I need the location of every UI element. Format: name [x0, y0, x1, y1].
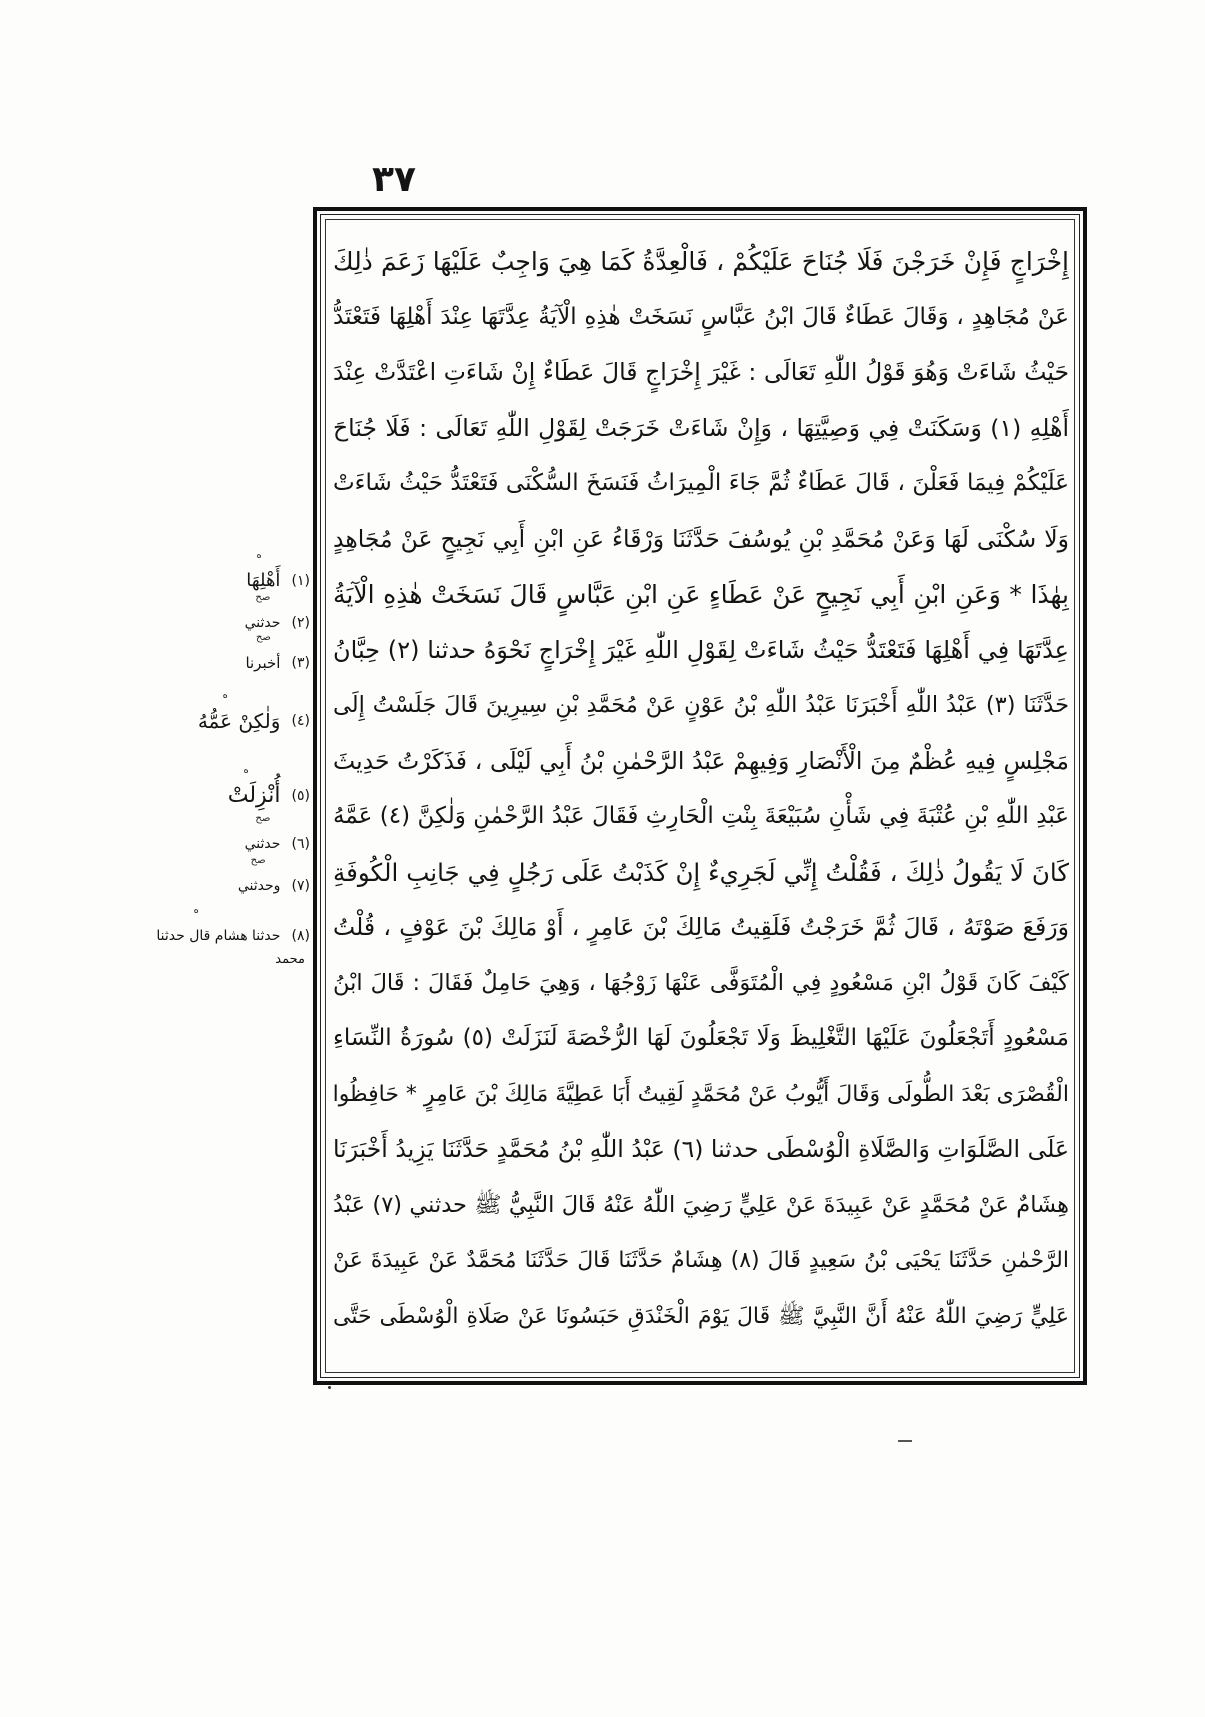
- note-text-wrap: [244, 812, 281, 858]
- body-line: الرَّحْمٰنِ حَدَّثَنَا يَحْيَى بْنُ سَعِيدٍ قَالَ (٨) هِشَامٌ حَدَّثَنَا قَالَ حَدَّثَنَا مُحَمَّدٌ عَنْ عَبِيدَةَ عَنْ: [333, 1248, 1069, 1273]
- body-line: عَبْدِ اللّٰهِ بْنِ عُتْبَةَ فِي شَأْنِ سُبَيْعَةَ بِنْتِ الْحَارِثِ فَقَالَ عَبْدُ الرَّحْمٰنِ وَلٰكِنَّ (٤) عَمَّهُ: [333, 803, 1069, 829]
- note-mark: ه: [243, 764, 249, 776]
- note-text: حدثنا هشام قال حدثنا: [156, 927, 281, 944]
- note-text-wrap: [156, 904, 281, 950]
- note-number: (٣): [291, 654, 310, 671]
- margin-note: [244, 591, 310, 636]
- note-text-wrap: [246, 549, 281, 595]
- body-line: إِخْرَاجٍ فَإِنْ خَرَجْنَ فَلَا جُنَاحَ عَلَيْكُمْ ، فَالْعِدَّةُ كَمَا هِيَ وَاجِبٌ عَلَيْهَا زَعَمَ ذٰلِكَ: [333, 247, 1069, 276]
- body-line: كَانَ لَا يَقُولُ ذٰلِكَ ، فَقُلْتُ إِنِّي لَجَرِيءٌ إِنْ كَذَبْتُ عَلَى رَجُلٍ فِي جَانِبِ الْكُوفَةِ: [333, 857, 1069, 887]
- body-line: عِدَّتَهَا فِي أَهْلِهَا فَتَعْتَدُّ حَيْثُ شَاءَتْ لِقَوْلِ اللّٰهِ غَيْرَ إِخْرَاجٍ نَحْوَهُ حدثنا (٢) حِبَّانُ: [333, 635, 1069, 664]
- body-line: عَنْ مُجَاهِدٍ ، وَقَالَ عَطَاءٌ قَالَ ابْنُ عَبَّاسٍ نَسَخَتْ هٰذِهِ الْآيَةُ عِدَّتَهَا عِنْدَ أَهْلِهَا فَتَعْتَدُّ: [333, 303, 1069, 330]
- margin-note: [244, 812, 310, 857]
- margin-note: [245, 631, 310, 676]
- note-mark: ه: [222, 689, 228, 701]
- scan-dash-mark: [898, 1440, 912, 1442]
- body-line: حَيْثُ شَاءَتْ وَهُوَ قَوْلُ اللّٰهِ تَعَالَى : غَيْرَ إِخْرَاجٍ قَالَ عَطَاءٌ إِنْ شَاءَتِ اعْتَدَّتْ عِنْدَ: [333, 358, 1069, 386]
- note-mark: صح: [255, 631, 271, 643]
- note-mark: صح: [255, 591, 271, 603]
- note-text-wrap: [245, 631, 281, 677]
- margin-note: [156, 904, 310, 949]
- note-text: أخبرنا: [245, 653, 281, 672]
- margin-note: [246, 549, 310, 594]
- body-line: وَرَفَعَ صَوْتَهُ ، قَالَ ثُمَّ خَرَجْتُ فَلَقِيتُ مَالِكَ بْنَ عَامِرٍ ، أَوْ مَالِكَ بْنَ عَوْفٍ ، قُلْتُ: [333, 913, 1069, 941]
- body-line: وَلَا سُكْنَى لَهَا وَعَنْ مُحَمَّدِ بْنِ يُوسُفَ حَدَّثَنَا وَرْقَاءُ عَنِ ابْنِ أَبِي نَجِيحٍ عَنْ مُجَاهِدٍ: [333, 524, 1069, 553]
- note-mark: ه: [193, 904, 199, 916]
- margin-note: [197, 689, 310, 734]
- body-line: عَلَيْكُمْ فِيمَا فَعَلْنَ ، قَالَ عَطَاءٌ ثُمَّ جَاءَ الْمِيرَاثُ فَنَسَخَ السُّكْنَى فَتَعْتَدُّ حَيْثُ شَاءَتْ: [333, 470, 1069, 496]
- note-text: حدثني: [244, 614, 281, 631]
- note-number: (٢): [291, 614, 310, 631]
- note-mark: صح: [250, 854, 266, 866]
- note-text: حدثني: [244, 835, 281, 852]
- body-line: حَدَّثَنَا (٣) عَبْدُ اللّٰهِ أَخْبَرَنَا عَبْدُ اللّٰهِ بْنُ عَوْنٍ عَنْ مُحَمَّدِ بْنِ سِيرِينَ قَالَ جَلَسْتُ إِلَى: [333, 692, 1069, 718]
- body-line: الْقُصْرَى بَعْدَ الطُّولَى وَقَالَ أَيُّوبُ عَنْ مُحَمَّدٍ لَقِيتُ أَبَا عَطِيَّةَ مَالِكَ بْنَ عَامِرٍ * حَافِظُوا: [333, 1081, 1069, 1107]
- note-text-wrap: [237, 854, 281, 900]
- note-number: (٥): [291, 787, 310, 804]
- note-mark: ه: [256, 549, 262, 561]
- note-number: (٨): [291, 927, 310, 944]
- note-number: (٧): [291, 877, 310, 894]
- main-text-block: [333, 234, 1069, 1344]
- note-number: (٤): [291, 712, 310, 729]
- note-text: أُنْزِلَتْ: [227, 782, 281, 808]
- body-line: مَجْلِسٍ فِيهِ عُظْمٌ مِنَ الْأَنْصَارِ وَفِيهِمْ عَبْدُ الرَّحْمٰنِ بْنُ أَبِي لَيْلَى ، فَذَكَرْتُ حَدِيثَ: [333, 746, 1069, 775]
- scan-speck: [328, 1386, 331, 1389]
- note-mark: صح: [255, 812, 271, 824]
- body-line: مَسْعُودٍ أَتَجْعَلُونَ عَلَيْهَا التَّغْلِيظَ وَلَا تَجْعَلُونَ لَهَا الرُّخْصَةَ لَنَزَلَتْ (٥) سُورَةُ النِّسَاءِ: [333, 1025, 1069, 1051]
- body-line: عَلِيٍّ رَضِيَ اللّٰهُ عَنْهُ أَنَّ النَّبِيَّ ﷺ قَالَ يَوْمَ الْخَنْدَقِ حَبَسُونَا عَنْ صَلَاةِ الْوُسْطَى حَتَّى: [333, 1303, 1069, 1329]
- note-continuation: محمد: [275, 952, 305, 967]
- note-number: (١): [291, 572, 310, 589]
- note-text-wrap: [197, 689, 281, 735]
- note-text: أَهْلِهَا: [246, 569, 281, 591]
- body-line: هِشَامٌ عَنْ مُحَمَّدٍ عَنْ عَبِيدَةَ عَنْ عَلِيٍّ رَضِيَ اللّٰهُ عَنْهُ قَالَ النَّبِيُّ ﷺ حدثني (٧) عَبْدُ: [333, 1191, 1069, 1218]
- body-line: أَهْلِهِ (١) وَسَكَنَتْ فِي وَصِيَّتِهَا ، وَإِنْ شَاءَتْ خَرَجَتْ لِقَوْلِ اللّٰهِ تَعَالَى : فَلَا جُنَاحَ: [333, 413, 1069, 442]
- body-line: بِهٰذَا * وَعَنِ ابْنِ أَبِي نَجِيحٍ عَنْ عَطَاءٍ عَنِ ابْنِ عَبَّاسٍ قَالَ نَسَخَتْ هٰذِهِ الْآيَةُ: [333, 580, 1069, 609]
- body-line: عَلَى الصَّلَوَاتِ وَالصَّلَاةِ الْوُسْطَى حدثنا (٦) عَبْدُ اللّٰهِ بْنُ مُحَمَّدٍ حَدَّثَنَا يَزِيدُ أَخْبَرَنَا: [333, 1135, 1069, 1163]
- margin-note: [237, 854, 310, 899]
- note-text: وحدثني: [237, 877, 281, 894]
- note-text-wrap: [227, 764, 281, 810]
- note-number: (٦): [291, 835, 310, 852]
- margin-note: [227, 764, 310, 809]
- body-line: كَيْفَ كَانَ قَوْلُ ابْنِ مَسْعُودٍ فِي الْمُتَوَفَّى عَنْهَا زَوْجُهَا ، وَهِيَ حَامِلٌ فَقَالَ : قَالَ ابْنُ: [333, 969, 1069, 996]
- page-number: ٣٧: [372, 159, 416, 200]
- note-text: وَلٰكِنْ عَمُّهُ: [197, 708, 281, 733]
